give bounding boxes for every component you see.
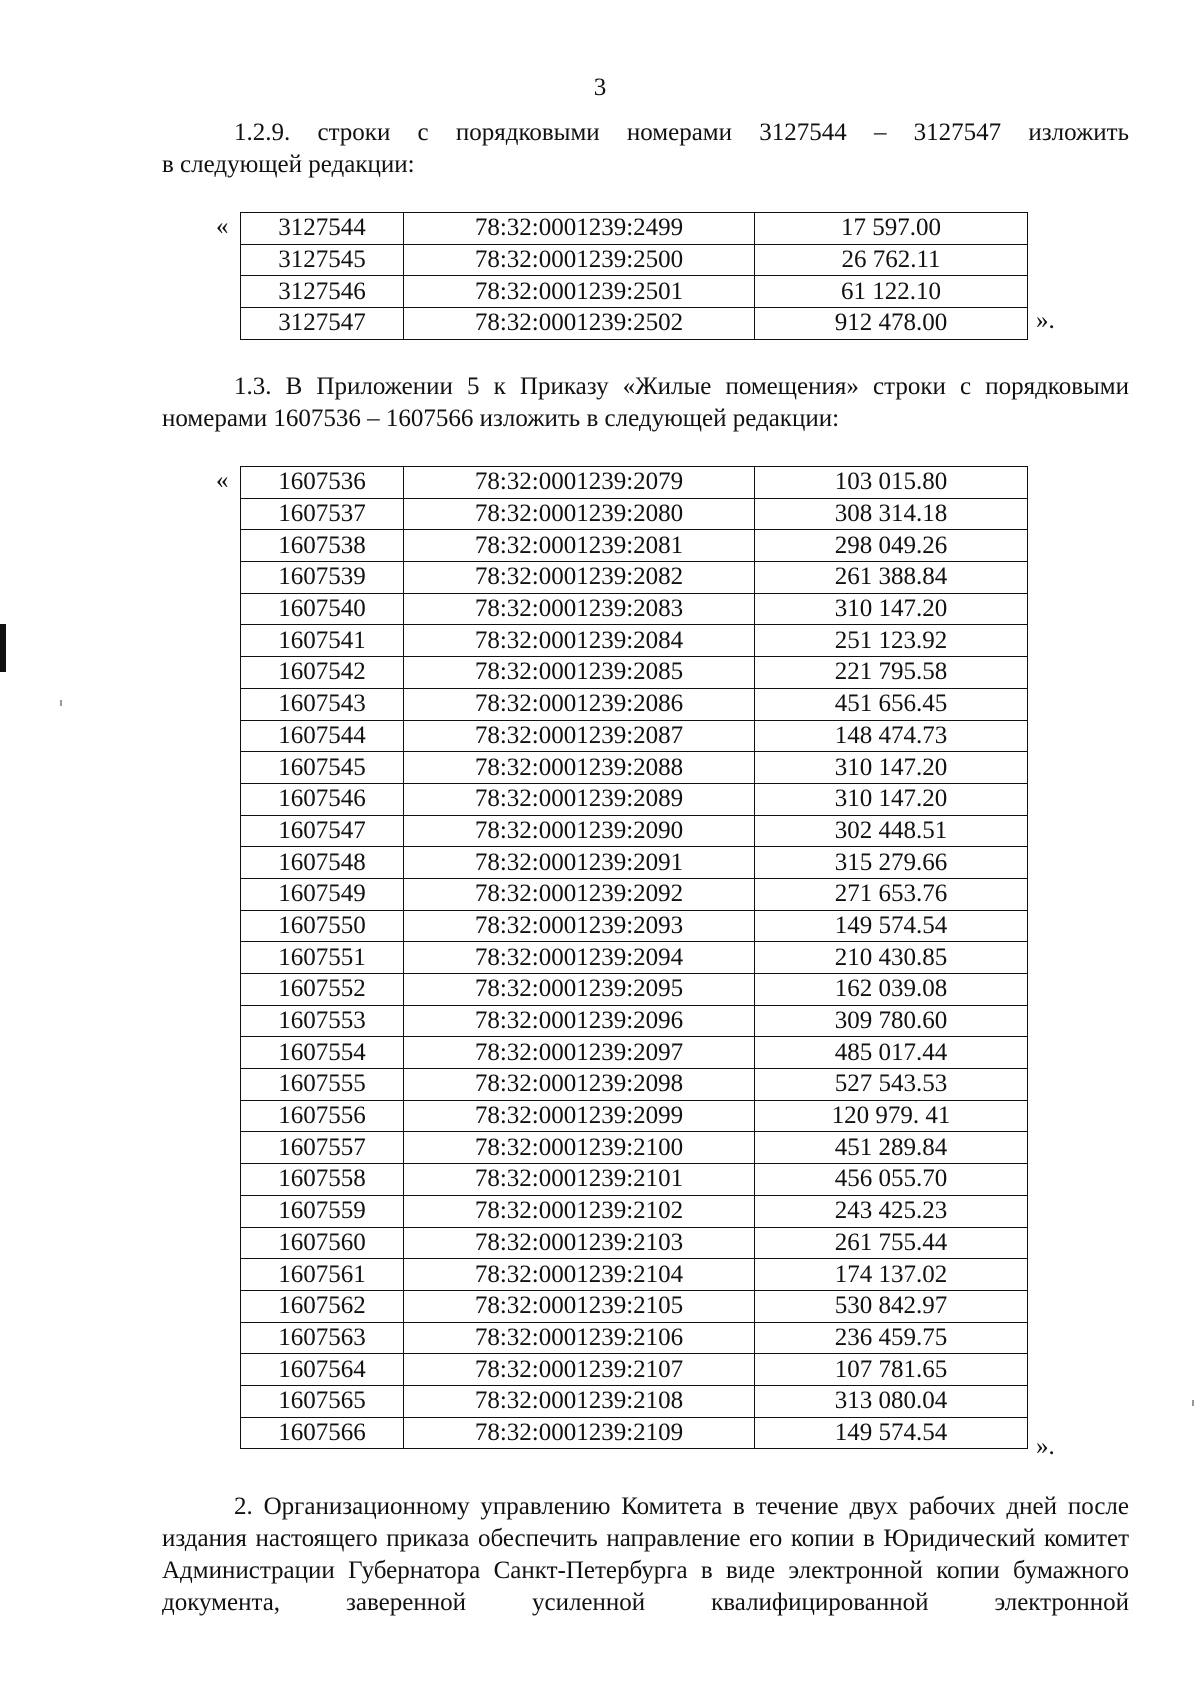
table-row [241, 1354, 1028, 1386]
value-cell: 308 314.18 [755, 498, 1028, 530]
row-number-cell: 1607556 [241, 1100, 404, 1132]
clause-1-3 [162, 371, 1129, 435]
table-row [241, 530, 1028, 562]
scan-speck [1192, 1400, 1194, 1406]
table-row [241, 1005, 1028, 1037]
table-row [241, 752, 1028, 784]
row-number-cell: 1607559 [241, 1195, 404, 1227]
table-2 [240, 466, 1028, 1449]
value-cell: 310 147.20 [755, 593, 1028, 625]
table-row [241, 847, 1028, 879]
cadastral-number-cell: 78:32:0001239:2104 [404, 1259, 755, 1291]
cadastral-number-cell: 78:32:0001239:2109 [404, 1417, 755, 1449]
row-number-cell: 1607546 [241, 783, 404, 815]
table-row [241, 1164, 1028, 1196]
table-row [241, 942, 1028, 974]
cadastral-number-cell: 78:32:0001239:2083 [404, 593, 755, 625]
cadastral-number-cell: 78:32:0001239:2081 [404, 530, 755, 562]
table-row [241, 1259, 1028, 1291]
table-row [241, 308, 1028, 340]
value-cell: 103 015.80 [755, 467, 1028, 499]
row-number-cell: 1607544 [241, 720, 404, 752]
value-cell: 451 656.45 [755, 688, 1028, 720]
row-number-cell: 3127545 [241, 244, 404, 276]
row-number-cell: 1607547 [241, 815, 404, 847]
row-number-cell: 1607555 [241, 1069, 404, 1101]
table-row [241, 657, 1028, 689]
table-row [241, 1100, 1028, 1132]
row-number-cell: 1607539 [241, 562, 404, 594]
cadastral-number-cell: 78:32:0001239:2092 [404, 878, 755, 910]
cadastral-number-cell: 78:32:0001239:2499 [404, 213, 755, 245]
table-1-open-quote: « [216, 213, 229, 240]
cadastral-number-cell: 78:32:0001239:2108 [404, 1385, 755, 1417]
table-row [241, 1322, 1028, 1354]
value-cell: 298 049.26 [755, 530, 1028, 562]
row-number-cell: 1607551 [241, 942, 404, 974]
row-number-cell: 1607537 [241, 498, 404, 530]
cadastral-number-cell: 78:32:0001239:2102 [404, 1195, 755, 1227]
table-1 [240, 212, 1028, 340]
value-cell: 61 122.10 [755, 276, 1028, 308]
cadastral-number-cell: 78:32:0001239:2079 [404, 467, 755, 499]
cadastral-number-cell: 78:32:0001239:2107 [404, 1354, 755, 1386]
value-cell: 149 574.54 [755, 910, 1028, 942]
value-cell: 315 279.66 [755, 847, 1028, 879]
table-row [241, 562, 1028, 594]
cadastral-number-cell: 78:32:0001239:2105 [404, 1290, 755, 1322]
value-cell: 210 430.85 [755, 942, 1028, 974]
cadastral-number-cell: 78:32:0001239:2098 [404, 1069, 755, 1101]
page-number: 3 [593, 74, 607, 101]
cadastral-number-cell: 78:32:0001239:2095 [404, 974, 755, 1006]
cadastral-number-cell: 78:32:0001239:2093 [404, 910, 755, 942]
clause-1-3-line-2: номерами 1607536 – 1607566 изложить в следующей редакции: [162, 405, 840, 432]
clause-2-line-1: 2. Организационному управлению Комитета в течение двух рабочих дней после [234, 1493, 1129, 1520]
value-cell: 148 474.73 [755, 720, 1028, 752]
value-cell: 243 425.23 [755, 1195, 1028, 1227]
table-row [241, 1385, 1028, 1417]
row-number-cell: 3127547 [241, 308, 404, 340]
row-number-cell: 1607543 [241, 688, 404, 720]
cadastral-number-cell: 78:32:0001239:2103 [404, 1227, 755, 1259]
cadastral-number-cell: 78:32:0001239:2088 [404, 752, 755, 784]
table-row [241, 625, 1028, 657]
cadastral-number-cell: 78:32:0001239:2089 [404, 783, 755, 815]
value-cell: 912 478.00 [755, 308, 1028, 340]
row-number-cell: 3127546 [241, 276, 404, 308]
value-cell: 456 055.70 [755, 1164, 1028, 1196]
row-number-cell: 1607564 [241, 1354, 404, 1386]
table-row [241, 688, 1028, 720]
clause-1-3-line-1: 1.3. В Приложении 5 к Приказу «Жилые помещения» строки с порядковыми [234, 373, 1129, 400]
cadastral-number-cell: 78:32:0001239:2106 [404, 1322, 755, 1354]
cadastral-number-cell: 78:32:0001239:2082 [404, 562, 755, 594]
cadastral-number-cell: 78:32:0001239:2090 [404, 815, 755, 847]
value-cell: 251 123.92 [755, 625, 1028, 657]
table-row [241, 276, 1028, 308]
value-cell: 17 597.00 [755, 213, 1028, 245]
row-number-cell: 1607562 [241, 1290, 404, 1322]
table-row [241, 878, 1028, 910]
value-cell: 271 653.76 [755, 878, 1028, 910]
table-row [241, 783, 1028, 815]
cadastral-number-cell: 78:32:0001239:2096 [404, 1005, 755, 1037]
cadastral-number-cell: 78:32:0001239:2084 [404, 625, 755, 657]
table-row [241, 1417, 1028, 1449]
table-row [241, 213, 1028, 245]
value-cell: 310 147.20 [755, 752, 1028, 784]
table-row [241, 1037, 1028, 1069]
value-cell: 310 147.20 [755, 783, 1028, 815]
row-number-cell: 1607542 [241, 657, 404, 689]
row-number-cell: 1607541 [241, 625, 404, 657]
clause-2 [162, 1491, 1129, 1619]
row-number-cell: 1607536 [241, 467, 404, 499]
table-row [241, 1290, 1028, 1322]
row-number-cell: 1607557 [241, 1132, 404, 1164]
value-cell: 530 842.97 [755, 1290, 1028, 1322]
row-number-cell: 1607561 [241, 1259, 404, 1291]
table-row [241, 910, 1028, 942]
table-row [241, 815, 1028, 847]
row-number-cell: 1607563 [241, 1322, 404, 1354]
row-number-cell: 1607566 [241, 1417, 404, 1449]
value-cell: 149 574.54 [755, 1417, 1028, 1449]
cadastral-number-cell: 78:32:0001239:2100 [404, 1132, 755, 1164]
value-cell: 309 780.60 [755, 1005, 1028, 1037]
row-number-cell: 1607550 [241, 910, 404, 942]
row-number-cell: 1607549 [241, 878, 404, 910]
value-cell: 221 795.58 [755, 657, 1028, 689]
row-number-cell: 3127544 [241, 213, 404, 245]
row-number-cell: 1607545 [241, 752, 404, 784]
table-row [241, 244, 1028, 276]
table-row [241, 1069, 1028, 1101]
scan-speck [60, 700, 62, 706]
value-cell: 174 137.02 [755, 1259, 1028, 1291]
table-row [241, 498, 1028, 530]
row-number-cell: 1607552 [241, 974, 404, 1006]
value-cell: 451 289.84 [755, 1132, 1028, 1164]
cadastral-number-cell: 78:32:0001239:2080 [404, 498, 755, 530]
value-cell: 107 781.65 [755, 1354, 1028, 1386]
row-number-cell: 1607553 [241, 1005, 404, 1037]
row-number-cell: 1607554 [241, 1037, 404, 1069]
row-number-cell: 1607548 [241, 847, 404, 879]
value-cell: 261 755.44 [755, 1227, 1028, 1259]
table-2-open-quote: « [216, 467, 229, 494]
cadastral-number-cell: 78:32:0001239:2097 [404, 1037, 755, 1069]
cadastral-number-cell: 78:32:0001239:2085 [404, 657, 755, 689]
cadastral-number-cell: 78:32:0001239:2101 [404, 1164, 755, 1196]
clause-2-line-4: бумажного документа, заверенной усиленной квалифицированной электронной [162, 1557, 1130, 1616]
scan-edge-mark [0, 624, 6, 672]
value-cell: 302 448.51 [755, 815, 1028, 847]
table-row [241, 1132, 1028, 1164]
row-number-cell: 1607538 [241, 530, 404, 562]
cadastral-number-cell: 78:32:0001239:2502 [404, 308, 755, 340]
clause-1-2-9-line-1: 1.2.9. строки с порядковыми номерами 3127544 – 3127547 изложить [234, 119, 1129, 146]
row-number-cell: 1607558 [241, 1164, 404, 1196]
table-row [241, 1227, 1028, 1259]
table-row [241, 1195, 1028, 1227]
cadastral-number-cell: 78:32:0001239:2091 [404, 847, 755, 879]
cadastral-number-cell: 78:32:0001239:2500 [404, 244, 755, 276]
table-2-close-quote: ». [1036, 1433, 1055, 1460]
row-number-cell: 1607565 [241, 1385, 404, 1417]
value-cell: 236 459.75 [755, 1322, 1028, 1354]
cadastral-number-cell: 78:32:0001239:2087 [404, 720, 755, 752]
value-cell: 26 762.11 [755, 244, 1028, 276]
clause-2-line-3: комитет Администрации Губернатора Санкт-Петербурга в виде электронной копии [162, 1525, 1129, 1584]
clause-1-2-9-line-2: в следующей редакции: [162, 151, 415, 178]
table-row [241, 593, 1028, 625]
value-cell: 313 080.04 [755, 1385, 1028, 1417]
row-number-cell: 1607540 [241, 593, 404, 625]
table-row [241, 467, 1028, 499]
table-1-close-quote: ». [1036, 307, 1055, 334]
value-cell: 162 039.08 [755, 974, 1028, 1006]
cadastral-number-cell: 78:32:0001239:2099 [404, 1100, 755, 1132]
value-cell: 527 543.53 [755, 1069, 1028, 1101]
table-row [241, 720, 1028, 752]
cadastral-number-cell: 78:32:0001239:2501 [404, 276, 755, 308]
value-cell: 485 017.44 [755, 1037, 1028, 1069]
table-row [241, 974, 1028, 1006]
cadastral-number-cell: 78:32:0001239:2094 [404, 942, 755, 974]
value-cell: 261 388.84 [755, 562, 1028, 594]
clause-2-line-2: издания настоящего приказа обеспечить направление его копии в Юридический [162, 1525, 1036, 1552]
cadastral-number-cell: 78:32:0001239:2086 [404, 688, 755, 720]
clause-1-2-9 [162, 117, 1129, 181]
row-number-cell: 1607560 [241, 1227, 404, 1259]
value-cell: 120 979. 41 [755, 1100, 1028, 1132]
